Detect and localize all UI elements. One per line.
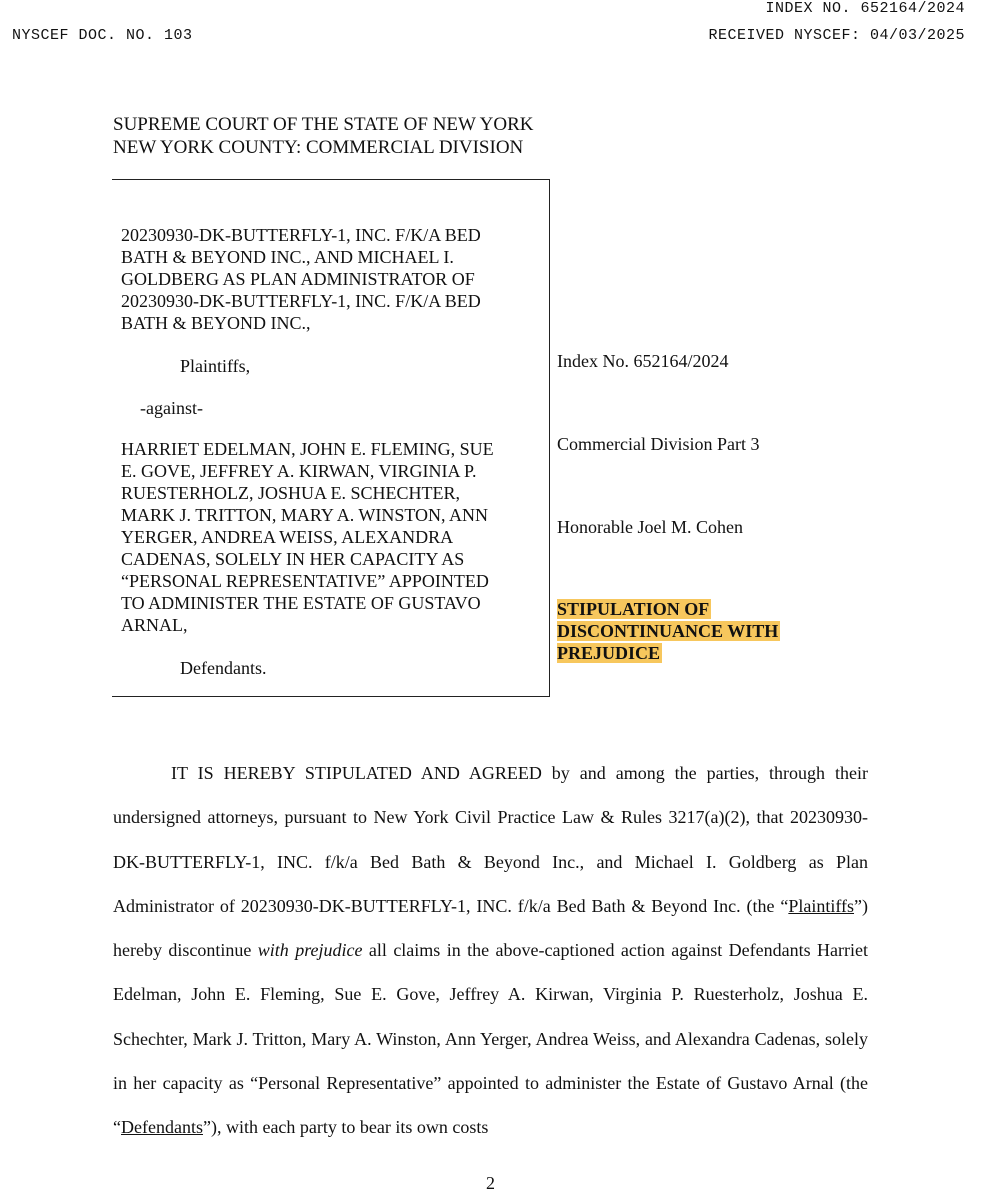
defendant-line: CADENAS, SOLELY IN HER CAPACITY AS — [121, 549, 465, 569]
received-date-header: RECEIVED NYSCEF: 04/03/2025 — [708, 27, 965, 44]
stipulation-body — [113, 751, 868, 1150]
plaintiff-names — [121, 224, 541, 334]
with-prejudice-emphasis: with prejudice — [257, 940, 363, 961]
defendant-line: YERGER, ANDREA WEISS, ALEXANDRA — [121, 527, 454, 547]
nyscef-doc-number: NYSCEF DOC. NO. 103 — [12, 27, 193, 44]
body-text-segment: all claims in the above-captioned action against Defendants Harriet Edelman, John E. Fleming, Sue E. Gove, Jeffrey A. Kirwan, Virginia P. Ruesterholz, Joshua E. Schechter, Mark J. Tritton, Mary A. Winston, Ann Yerger, Andrea Weiss, and Alexandra Cadenas, solely in her capacity as “Personal Representative” appointed to administer the Estate of Gustavo Arnal (the “ — [113, 940, 868, 1138]
index-number-header: INDEX NO. 652164/2024 — [765, 0, 965, 17]
defendant-line: MARK J. TRITTON, MARY A. WINSTON, ANN — [121, 505, 489, 525]
plaintiffs-defined-term: Plaintiffs — [788, 895, 855, 916]
plaintiff-line: 20230930-DK-BUTTERFLY-1, INC. F/K/A BED — [121, 291, 481, 311]
title-line: STIPULATION OF — [557, 599, 710, 619]
title-line: DISCONTINUANCE WITH — [557, 621, 779, 641]
body-text-segment: IT IS HEREBY STIPULATED AND AGREED by and among the parties, through their undersigned attorneys, pursuant to New York Civil Practice Law & Rules 3217(a)(2), that 20230930-DK-BUTTERFLY-1, INC. f/k/a Bed Bath & Beyond Inc., and Michael I. Goldberg as Plan Administrator of 20230930-DK-BUTTERFLY-1, INC. f/k/a Bed Bath & Beyond Inc. (the “ — [113, 763, 868, 916]
defendants-defined-term: Defendants — [121, 1117, 203, 1138]
body-text-segment: ”), with each party to bear its own costs — [202, 1117, 489, 1138]
stipulation-paragraph — [113, 751, 868, 1150]
judge-name: Honorable Joel M. Cohen — [557, 517, 743, 537]
plaintiff-line: BATH & BEYOND INC., — [121, 313, 311, 333]
case-index-number: Index No. 652164/2024 — [557, 351, 729, 371]
defendant-line: “PERSONAL REPRESENTATIVE” APPOINTED — [121, 571, 489, 591]
plaintiff-line: 20230930-DK-BUTTERFLY-1, INC. F/K/A BED — [121, 225, 481, 245]
defendant-line: HARRIET EDELMAN, JOHN E. FLEMING, SUE — [121, 439, 494, 459]
plaintiffs-label: Plaintiffs, — [180, 356, 251, 376]
defendants-label: Defendants. — [180, 658, 267, 678]
plaintiff-line: BATH & BEYOND INC., AND MICHAEL I. — [121, 247, 454, 267]
page-number: 2 — [486, 1173, 495, 1193]
commercial-division-part: Commercial Division Part 3 — [557, 434, 760, 454]
court-name: SUPREME COURT OF THE STATE OF NEW YORK — [113, 114, 534, 135]
defendant-line: E. GOVE, JEFFREY A. KIRWAN, VIRGINIA P. — [121, 461, 477, 481]
title-line: PREJUDICE — [557, 643, 661, 663]
against-label: -against- — [140, 398, 203, 418]
body-text-segment: ”) hereby discontinue — [113, 895, 868, 961]
defendant-line: ARNAL, — [121, 615, 188, 635]
defendant-line: RUESTERHOLZ, JOSHUA E. SCHECHTER, — [121, 483, 461, 503]
defendant-line: TO ADMINISTER THE ESTATE OF GUSTAVO — [121, 593, 481, 613]
court-heading — [113, 113, 534, 159]
defendant-names — [121, 438, 541, 636]
document-title — [557, 598, 780, 664]
court-county-division: NEW YORK COUNTY: COMMERCIAL DIVISION — [113, 137, 524, 158]
plaintiff-line: GOLDBERG AS PLAN ADMINISTRATOR OF — [121, 269, 475, 289]
